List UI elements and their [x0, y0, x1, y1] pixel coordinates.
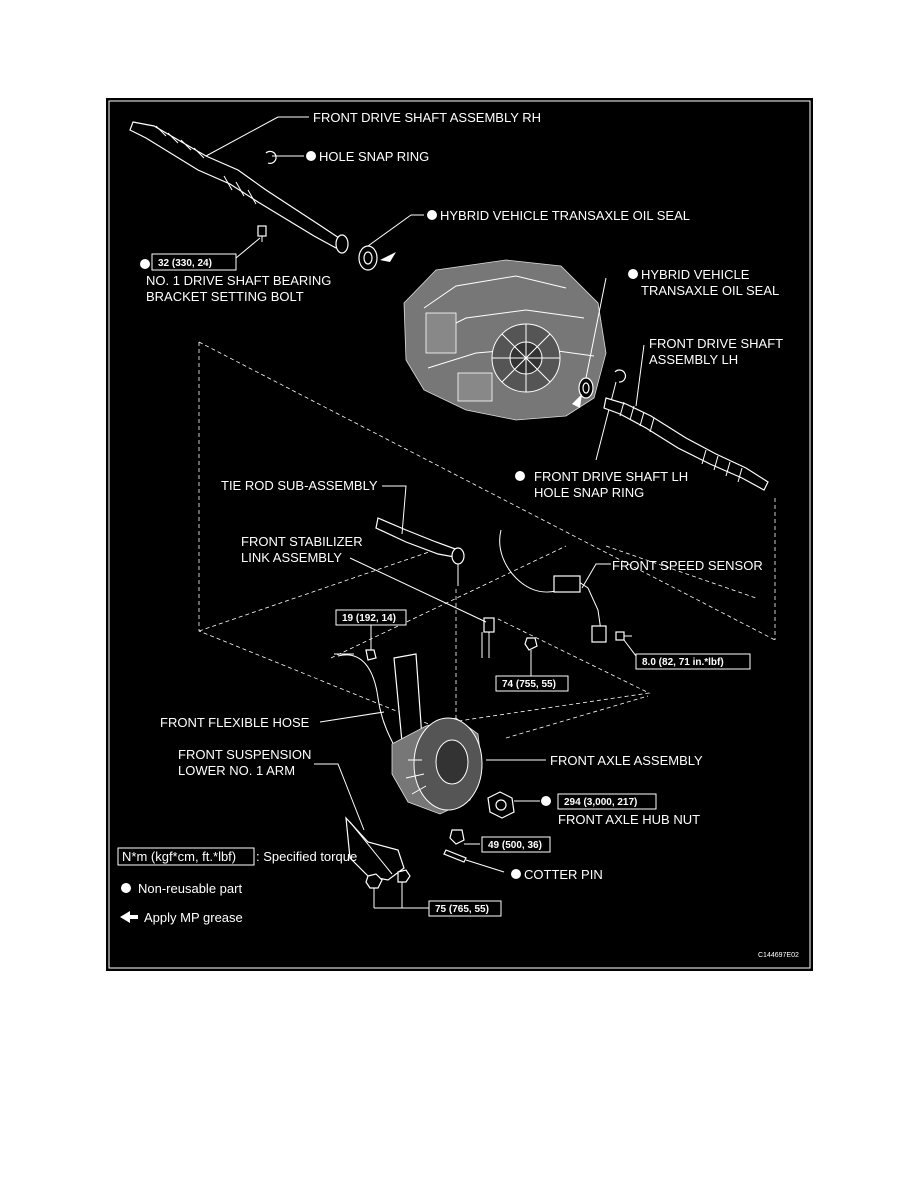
torque-speed-sensor-bolt: 8.0 (82, 71 in.*lbf) [642, 657, 724, 668]
legend-non-reusable-icon [121, 883, 131, 893]
legend-grease-arrow-icon [120, 911, 138, 923]
figure-code: C144697E02 [758, 952, 799, 959]
non-reusable-mark [515, 471, 525, 481]
exploded-diagram [106, 98, 813, 971]
non-reusable-mark [306, 151, 316, 161]
transaxle-part [404, 260, 606, 420]
label-oil-seal-lh-2: TRANSAXLE OIL SEAL [641, 283, 780, 298]
leader-drive-shaft-rh [206, 117, 278, 156]
label-stabilizer-2: LINK ASSEMBLY [241, 550, 342, 565]
label-speed-sensor: FRONT SPEED SENSOR [612, 558, 763, 573]
label-bearing-bolt-2: BRACKET SETTING BOLT [146, 289, 304, 304]
label-bearing-bolt-1: NO. 1 DRIVE SHAFT BEARING [146, 273, 332, 288]
label-oil-seal-lh-1: HYBRID VEHICLE [641, 267, 750, 282]
label-lower-arm-2: LOWER NO. 1 ARM [178, 763, 296, 778]
label-lower-arm-1: FRONT SUSPENSION [178, 747, 312, 762]
label-cotter-pin: COTTER PIN [524, 867, 603, 882]
legend-mp-grease: Apply MP grease [144, 910, 243, 925]
hole-snap-ring-part [266, 151, 276, 163]
stabilizer-link-part [482, 618, 494, 658]
non-reusable-mark [427, 210, 437, 220]
bearing-bracket-bolt-part [258, 226, 266, 242]
hub-nut-part [488, 792, 514, 818]
label-flexible-hose: FRONT FLEXIBLE HOSE [160, 715, 310, 730]
label-hub-nut: FRONT AXLE HUB NUT [558, 812, 701, 827]
axle-assembly-part [392, 654, 482, 814]
label-snap-ring-lh-2: HOLE SNAP RING [534, 485, 645, 500]
torque-lower-arm-bolts: 75 (765, 55) [435, 904, 489, 915]
torque-tie-rod-nut: 74 (755, 55) [502, 679, 556, 690]
legend [118, 848, 357, 925]
speed-sensor-part [500, 530, 606, 642]
snap-ring-lh-part [615, 370, 625, 382]
castle-nut-part [450, 830, 464, 844]
tie-rod-nut-part [525, 638, 537, 650]
cotter-pin-part [444, 850, 466, 862]
non-reusable-mark [628, 269, 638, 279]
legend-torque-unit: N*m (kgf*cm, ft.*lbf) [122, 849, 237, 864]
label-oil-seal-rh: HYBRID VEHICLE TRANSAXLE OIL SEAL [440, 208, 690, 223]
label-tie-rod: TIE ROD SUB-ASSEMBLY [221, 478, 378, 493]
label-drive-shaft-lh-2: ASSEMBLY LH [649, 352, 739, 367]
torque-hub-nut: 294 (3,000, 217) [564, 797, 638, 808]
label-hole-snap-ring: HOLE SNAP RING [319, 149, 430, 164]
label-axle-assembly: FRONT AXLE ASSEMBLY [550, 753, 703, 768]
legend-non-reusable: Non-reusable part [138, 881, 243, 896]
non-reusable-mark [511, 869, 521, 879]
non-reusable-mark [541, 796, 551, 806]
speed-sensor-bolt-part [616, 632, 632, 640]
mp-grease-arrow [380, 252, 396, 262]
label-stabilizer-1: FRONT STABILIZER [241, 534, 363, 549]
label-drive-shaft-rh: FRONT DRIVE SHAFT ASSEMBLY RH [313, 110, 542, 125]
torque-bearing-bolt: 32 (330, 24) [158, 258, 212, 269]
legend-torque-text: : Specified torque [256, 849, 358, 864]
lower-arm-bolts-part [366, 870, 429, 908]
torque-castle-nut: 49 (500, 36) [488, 840, 542, 851]
label-drive-shaft-lh-1: FRONT DRIVE SHAFT [649, 336, 784, 351]
label-snap-ring-lh-1: FRONT DRIVE SHAFT LH [534, 469, 689, 484]
non-reusable-mark [140, 259, 150, 269]
diagram-canvas [106, 98, 813, 971]
drive-shaft-rh [130, 122, 348, 253]
torque-stabilizer-nut: 19 (192, 14) [342, 613, 396, 624]
tie-rod-part [376, 518, 464, 586]
